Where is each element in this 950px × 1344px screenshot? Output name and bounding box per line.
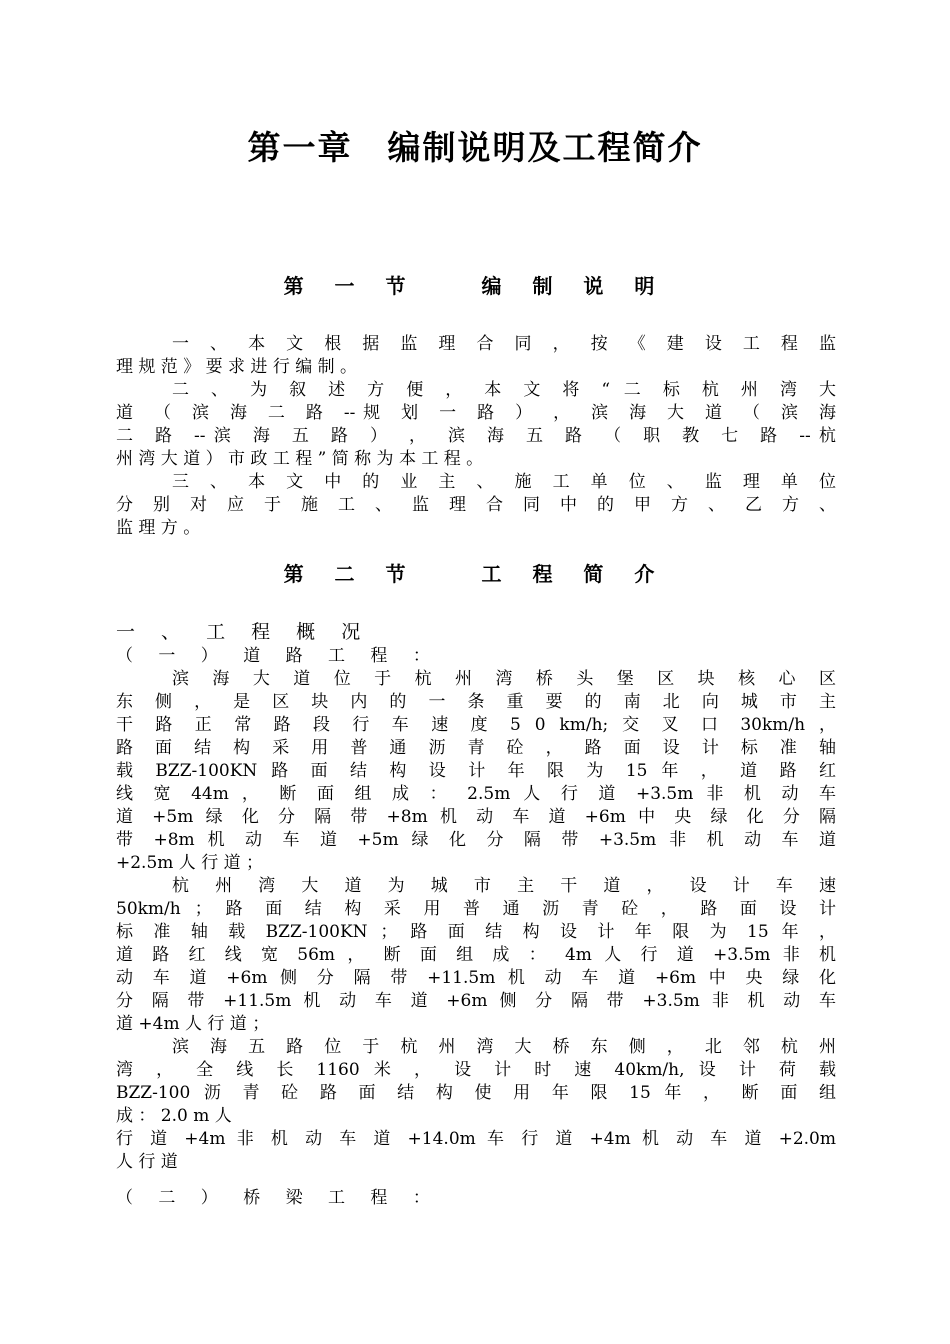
paragraph-line: 路 面 结 构 采 用 普 通 沥 青 砼 ， 路 面 设 计 标 准 轴 <box>116 738 836 758</box>
paragraph-line: BZZ-100 沥 青 砼 路 面 结 构 使 用 年 限 15 年 ， 断 面 组 <box>116 1083 836 1103</box>
paragraph-line: 标 准 轴 载 BZZ-100KN ； 路 面 结 构 设 计 年 限 为 15 年 ， <box>116 922 836 942</box>
paragraph-line: 二 、 为 叙 述 方 便 ， 本 文 将 “ 二 标 杭 州 湾 大 <box>172 380 836 400</box>
paragraph-line: 行 道 +4m 非 机 动 车 道 +14.0m 车 行 道 +4m 机 动 车 道 +2.0m <box>116 1129 836 1149</box>
paragraph-line: 二 路 --滨 海 五 路 ） ， 滨 海 五 路 （ 职 教 七 路 --杭 <box>116 426 836 446</box>
paragraph-line: 道 +5m 绿 化 分 隔 带 +8m 机 动 车 道 +6m 中 央 绿 化 分 隔 <box>116 807 836 827</box>
paragraph-line: 带 +8m 机 动 车 道 +5m 绿 化 分 隔 带 +3.5m 非 机 动 车 道 <box>116 830 836 850</box>
paragraph-line: 道 +4m 人 行 道 ； <box>116 1014 270 1034</box>
subheading-road-works: （ 一 ） 道 路 工 程 ： <box>116 646 440 666</box>
paragraph-line: 道 （ 滨 海 二 路 --规 划 一 路 ） ， 滨 海 大 道 （ 滨 海 <box>116 403 836 423</box>
paragraph-line: 分 隔 带 +11.5m 机 动 车 道 +6m 侧 分 隔 带 +3.5m 非 机 动 车 <box>116 991 836 1011</box>
subheading-bridge-works: （ 二 ） 桥 梁 工 程 ： <box>116 1188 440 1208</box>
section-1-body <box>116 333 836 540</box>
section-title-1: 第 一 节 编 制 说 明 <box>283 274 667 298</box>
paragraph-line: 滨 海 五 路 位 于 杭 州 湾 大 桥 东 侧 ， 北 邻 杭 州 <box>172 1037 836 1057</box>
paragraph-line: 分 别 对 应 于 施 工 、 监 理 合 同 中 的 甲 方 、 乙 方 、 <box>116 495 836 515</box>
paragraph-line: 线 宽 44m ， 断 面 组 成 ： 2.5m 人 行 道 +3.5m 非 机 动 车 <box>116 784 836 804</box>
paragraph-line: 杭 州 湾 大 道 为 城 市 主 干 道 ， 设 计 车 速 <box>172 876 836 896</box>
paragraph-line: 50km/h ； 路 面 结 构 采 用 普 通 沥 青 砼 ， 路 面 设 计 <box>116 899 836 919</box>
paragraph-line: 三 、 本 文 中 的 业 主 、 施 工 单 位 、 监 理 单 位 <box>172 472 836 492</box>
paragraph-line: 道 路 红 线 宽 56m ， 断 面 组 成 ： 4m 人 行 道 +3.5m 非 机 <box>116 945 836 965</box>
paragraph-line: 一 、 本 文 根 据 监 理 合 同 ， 按 《 建 设 工 程 监 <box>172 334 836 354</box>
chapter-title: 第一章 编制说明及工程简介 <box>247 128 703 167</box>
paragraph-line: 载 BZZ-100KN 路 面 结 构 设 计 年 限 为 15 年 ， 道 路 红 <box>116 761 836 781</box>
paragraph-line: 州 湾 大 道 ） 市 政 工 程 ” 简 称 为 本 工 程 。 <box>116 449 484 469</box>
paragraph-line: 监 理 方 。 <box>116 518 201 538</box>
paragraph-line: 动 车 道 +6m 侧 分 隔 带 +11.5m 机 动 车 道 +6m 中 央 绿 化 <box>116 968 836 988</box>
paragraph-line: 东 侧 ， 是 区 块 内 的 一 条 重 要 的 南 北 向 城 市 主 <box>116 692 836 712</box>
heading-project-overview: 一 、 工 程 概 况 <box>116 621 371 643</box>
paragraph-line: 干 路 正 常 路 段 行 车 速 度 5 0 km/h; 交 叉 口 30km/h ， <box>116 715 836 735</box>
paragraph-line: 成 ： 2.0 m 人 <box>116 1106 232 1126</box>
paragraph-line: 人 行 道 <box>116 1152 178 1172</box>
paragraph-line: 理 规 范 》 要 求 进 行 编 制 。 <box>116 357 358 377</box>
section-title-2: 第 二 节 工 程 简 介 <box>283 562 667 586</box>
paragraph-line: 滨 海 大 道 位 于 杭 州 湾 桥 头 堡 区 块 核 心 区 <box>172 669 836 689</box>
section-2-body <box>116 619 836 1210</box>
paragraph-line: +2.5m 人 行 道 ； <box>116 853 264 873</box>
paragraph-line: 湾 ， 全 线 长 1160 米 ， 设 计 时 速 40km/h, 设 计 荷 载 <box>116 1060 836 1080</box>
